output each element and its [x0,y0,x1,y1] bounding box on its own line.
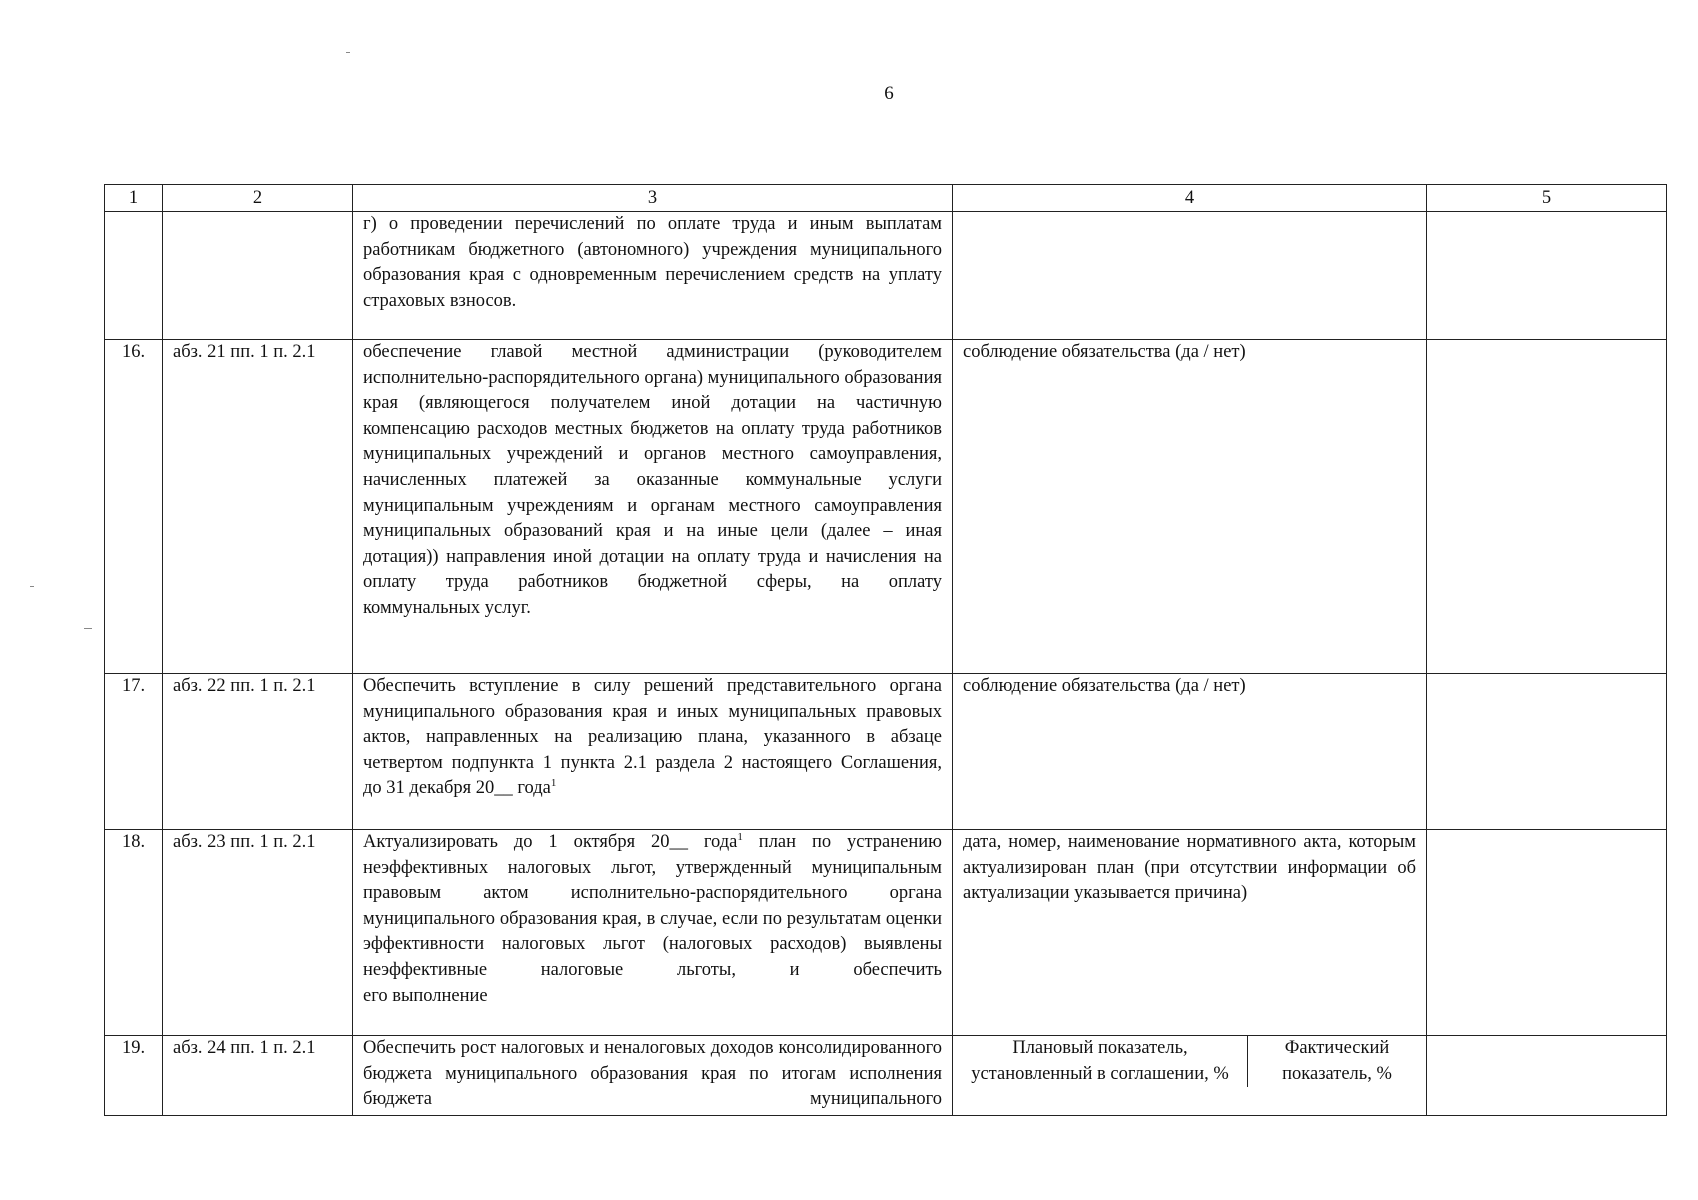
table-header-row [105,185,1667,212]
obligation-text-last-line: его выполнение [363,985,488,1006]
row-reference: абз. 22 пп. 1 п. 2.1 [163,674,353,830]
obligation-text: обеспечение главой местной администрации (руководителем исполнительно-распорядительного органа) муниципального образования края (являющегося получателем иной дотации на частичную компенсацию расходов местных бюджетов на оплату труда работников муниципальных учреждений и органов местного самоуправления, начисленных платежей за оказанные коммунальные услуги муниципальным учреждениям и органам местного самоуправления муниципальных образований края и на иные цели (далее – иная дотация)) направления иной дотации на оплату труда и начисления на оплату труда работников бюджетной сферы, на оплату [363,342,942,593]
scan-speck [84,628,92,629]
row-col5 [1427,1036,1667,1116]
row-indicator [953,1036,1427,1116]
obligations-table [104,184,1667,1116]
header-cell: 4 [953,185,1427,212]
row-indicator [953,212,1427,340]
header-cell: 3 [353,185,953,212]
row-obligation-text [353,1036,953,1116]
header-cell: 2 [163,185,353,212]
obligation-text: г) о проведении перечислений по оплате труда и иным выплатам работникам бюджетного (автономного) учреждения муниципального образования края с одновременным перечислением средств на уплату [363,214,942,286]
row-number: 18. [105,830,163,1036]
row-col5 [1427,830,1667,1036]
table-row [105,340,1667,674]
table-row [105,212,1667,340]
obligation-text: Обеспечить рост налоговых и неналоговых доходов консолидированного бюджета муниципального образования края по итогам исполнения бюджета муниципального [363,1038,942,1110]
footnote-mark: 1 [737,830,743,843]
table-row [105,1036,1667,1116]
obligation-text-last-line [363,776,942,802]
row-reference: абз. 24 пп. 1 п. 2.1 [163,1036,353,1116]
indicator-subcolumns [953,1036,1426,1087]
row-obligation-text [353,830,953,1036]
scan-speck [346,52,350,53]
row-col5 [1427,212,1667,340]
actual-indicator-label: Фактический показатель, % [1282,1038,1392,1084]
row-indicator: соблюдение обязательства (да / нет) [953,674,1427,830]
row-number [105,212,163,340]
header-cell: 5 [1427,185,1667,212]
obligation-text: Обеспечить вступление в силу решений представительного органа муниципального образования края и иных муниципальных правовых актов, направленных на реализацию плана, указанного в абзаце четвертом подпункта 1 пункта 2.1 раздела 2 настоящего Соглашения, [363,676,942,773]
page-number: 6 [884,83,894,104]
row-number: 19. [105,1036,163,1116]
obligation-text: план по устранению неэффективных налоговых льгот, утвержденный муниципальным правовым актом исполнительно-распорядительного органа муниципального образования края, в случае, если по результатам оценки эффективности налоговых льгот (налоговых расходов) выявлены неэффективные налоговые льготы, и обеспечить [363,832,942,980]
table-row [105,674,1667,830]
row-col5 [1427,340,1667,674]
obligation-text-last: до 31 декабря 20__ года [363,778,551,799]
footnote-mark: 1 [550,777,557,790]
row-number: 17. [105,674,163,830]
obligation-text-start: Актуализировать до 1 октября 20__ года [363,832,738,852]
obligation-text-last-line: страховых взносов. [363,290,517,311]
row-obligation-text [353,674,953,830]
row-reference: абз. 21 пп. 1 п. 2.1 [163,340,353,674]
row-reference: абз. 23 пп. 1 п. 2.1 [163,830,353,1036]
table-row [105,830,1667,1036]
row-indicator: соблюдение обязательства (да / нет) [953,340,1427,674]
row-reference [163,212,353,340]
planned-indicator-label: Плановый показатель, установленный в соглашении, % [953,1036,1248,1087]
obligation-text-last-line: коммунальных услуг. [363,597,531,618]
row-obligation-text [353,212,953,340]
scan-speck [30,586,34,587]
row-indicator: дата, номер, наименование нормативного акта, которым актуализирован план (при отсутствии информации об актуализации указывается причина) [953,830,1427,1036]
row-col5 [1427,674,1667,830]
row-obligation-text [353,340,953,674]
row-number: 16. [105,340,163,674]
header-cell: 1 [105,185,163,212]
